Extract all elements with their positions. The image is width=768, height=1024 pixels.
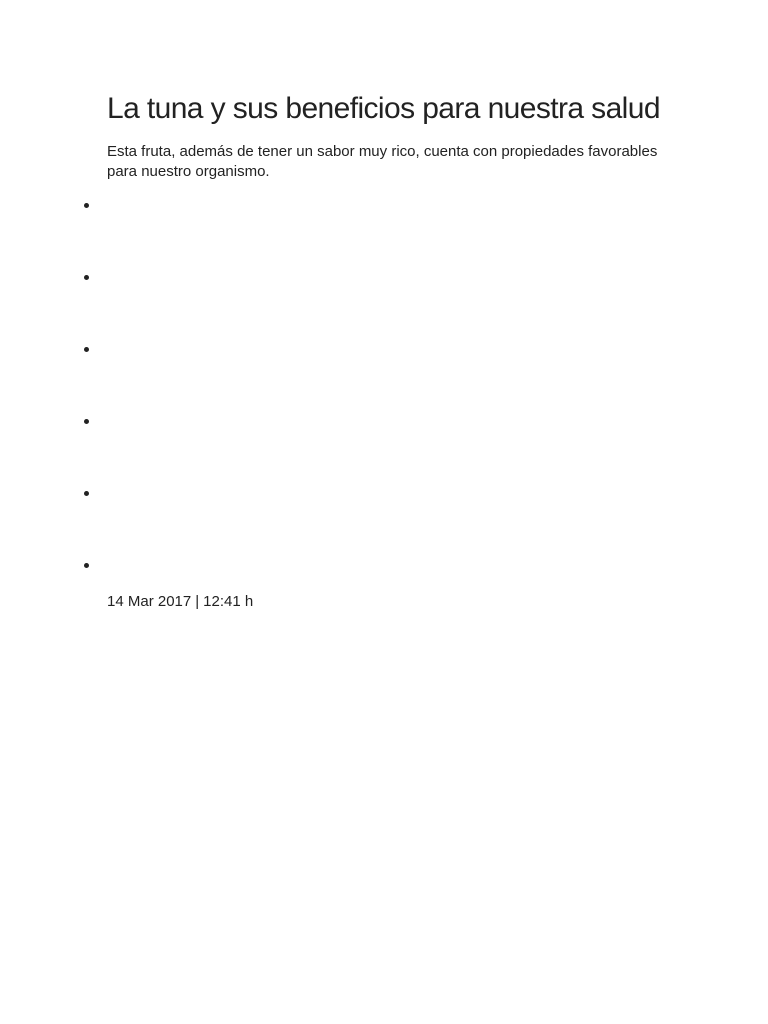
- share-list-item[interactable]: [84, 419, 104, 439]
- share-list-item[interactable]: [84, 491, 104, 511]
- publish-time: 12:41 h: [203, 593, 254, 610]
- bullet-icon: [84, 275, 89, 280]
- article-timestamp: [107, 592, 253, 612]
- share-list-item[interactable]: [84, 203, 104, 223]
- bullet-icon: [84, 347, 89, 352]
- bullet-icon: [84, 419, 89, 424]
- publish-date: 14 Mar 2017: [107, 593, 192, 610]
- share-list-item[interactable]: [84, 563, 104, 583]
- share-list-item[interactable]: [84, 347, 104, 367]
- bullet-icon: [84, 203, 89, 208]
- article-header: [107, 90, 687, 182]
- timestamp-separator: |: [195, 593, 200, 610]
- article-summary: Esta fruta, además de tener un sabor muy rico, cuenta con propiedades favorables para nuestro organismo.: [107, 143, 658, 180]
- bullet-icon: [84, 563, 89, 568]
- share-list-item[interactable]: [84, 275, 104, 295]
- bullet-icon: [84, 491, 89, 496]
- article-headline: La tuna y sus beneficios para nuestra salud: [107, 92, 660, 125]
